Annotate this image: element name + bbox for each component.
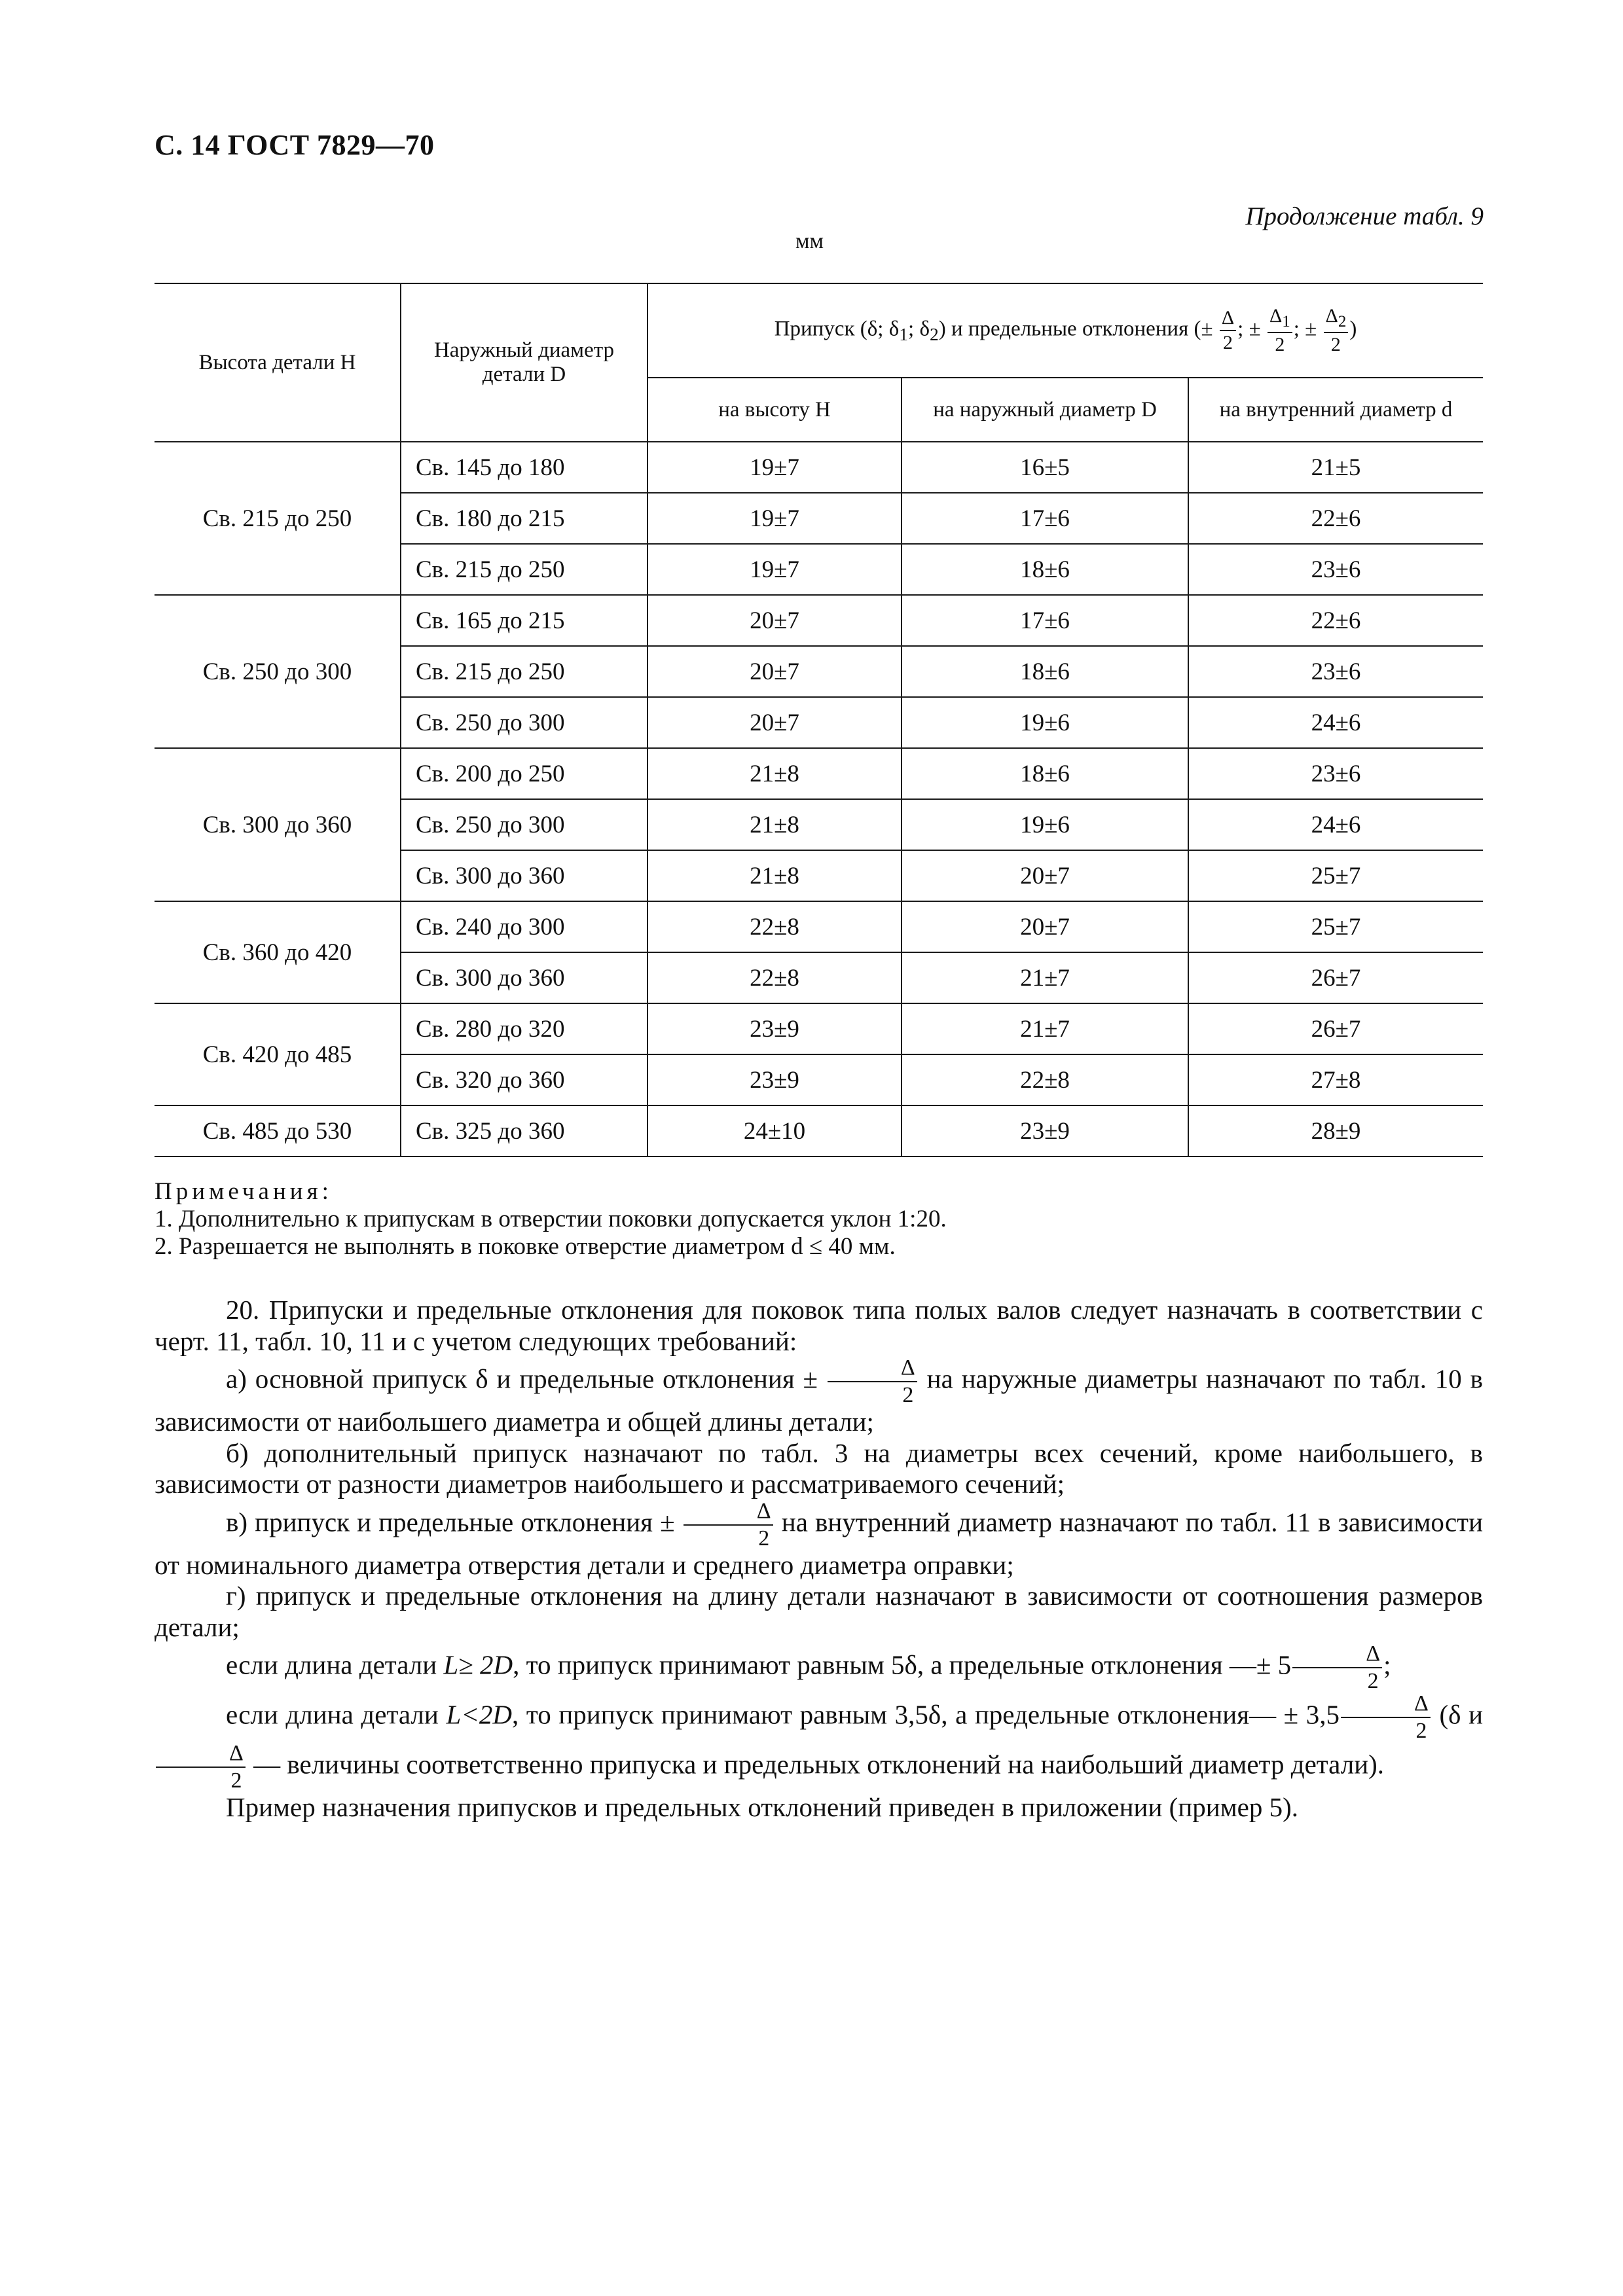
paragraph-length-ge: если длина детали L≥ 2D, то припуск принимают равным 5δ, а предельные отклонения —± 5 $\frac{\Delta}{2}$ ;: [226, 1641, 1391, 1694]
table-row: [155, 595, 1483, 646]
outer-allowance-cell: 20±7: [902, 850, 1188, 901]
notes-title: Примечания:: [155, 1178, 333, 1205]
outer-diameter-range-cell: Св. 250 до 300: [401, 799, 647, 850]
paragraph-v: в) припуск и предельные отклонения ± $\frac{\Delta}{2}$ на внутренний диаметр назначают по табл. 11 в зависимости от номинального диаметра отверстия детали и среднего диаметра оправки;: [155, 1498, 1484, 1580]
height-allowance-cell: 24±10: [647, 1105, 902, 1157]
inner-allowance-cell: 23±6: [1188, 748, 1483, 799]
outer-allowance-cell: 20±7: [902, 901, 1188, 952]
fraction-delta-half: $\frac{\Delta}{2}$: [1292, 1643, 1382, 1693]
outer-diameter-range-cell: Св. 215 до 250: [401, 544, 647, 595]
table-body: [155, 442, 1483, 1157]
paragraph-g: г) припуск и предельные отклонения на длину детали назначают в зависимости от соотношения размеров детали;: [155, 1581, 1483, 1642]
inner-allowance-cell: 24±6: [1188, 799, 1483, 850]
outer-allowance-cell: 21±7: [902, 1003, 1188, 1054]
unit-label: мм: [795, 229, 824, 253]
height-allowance-cell: 19±7: [647, 544, 902, 595]
col-header-allowance-group: Припуск (δ; $\delta_1$; $\delta_2$) и предельные отклонения (± $\frac{\Delta}{2}$ ; ± $\frac{\Delta_1}{2}$ ; ± $\frac{\Delta_2}{2}$ ): [647, 283, 1483, 378]
height-range-cell: Св. 300 до 360: [155, 748, 401, 901]
height-allowance-cell: 21±8: [647, 850, 902, 901]
outer-diameter-range-cell: Св. 280 до 320: [401, 1003, 647, 1054]
inner-allowance-cell: 26±7: [1188, 1003, 1483, 1054]
table-row: [155, 442, 1483, 493]
inner-allowance-cell: 23±6: [1188, 646, 1483, 697]
outer-diameter-range-cell: Св. 250 до 300: [401, 697, 647, 748]
height-allowance-cell: 19±7: [647, 493, 902, 544]
notes-block: [155, 1178, 1483, 1261]
col-header-outer-allowance: на наружный диаметр D: [902, 378, 1188, 442]
height-allowance-cell: 22±8: [647, 952, 902, 1003]
height-allowance-cell: 21±8: [647, 799, 902, 850]
fraction-delta-half: $\frac{\Delta}{2}$: [828, 1357, 917, 1407]
note-item: 1. Дополнительно к припускам в отверстии поковки допускается уклон 1:20.: [155, 1206, 947, 1233]
outer-diameter-range-cell: Св. 320 до 360: [401, 1054, 647, 1105]
fraction-delta-half: $\frac{\Delta}{2}$: [684, 1500, 773, 1550]
outer-allowance-cell: 18±6: [902, 646, 1188, 697]
outer-allowance-cell: 18±6: [902, 748, 1188, 799]
height-allowance-cell: 20±7: [647, 595, 902, 646]
inner-allowance-cell: 22±6: [1188, 493, 1483, 544]
height-allowance-cell: 23±9: [647, 1003, 902, 1054]
height-allowance-cell: 19±7: [647, 442, 902, 493]
outer-allowance-cell: 22±8: [902, 1054, 1188, 1105]
col-header-inner-allowance: на внутренний диаметр d: [1188, 378, 1483, 442]
paragraph-b: б) дополнительный припуск назначают по табл. 3 на диаметры всех сечений, кроме наибольшего, в зависимости от разности диаметров наибольшего и рассматриваемого сечений;: [155, 1437, 1483, 1499]
table-row: [155, 748, 1483, 799]
outer-allowance-cell: 17±6: [902, 493, 1188, 544]
height-range-cell: Св. 360 до 420: [155, 901, 401, 1003]
paragraph-20: 20. Припуски и предельные отклонения для поковок типа полых валов следует назначать в соответствии с черт. 11, табл. 10, 11 и с учетом следующих требований:: [155, 1295, 1483, 1356]
height-allowance-cell: 22±8: [647, 901, 902, 952]
fraction-delta-half: $\frac{\Delta}{2}$: [1341, 1693, 1431, 1742]
outer-allowance-cell: 21±7: [902, 952, 1188, 1003]
inner-allowance-cell: 28±9: [1188, 1105, 1483, 1157]
body-text: [155, 1295, 1483, 1823]
outer-diameter-range-cell: Св. 300 до 360: [401, 952, 647, 1003]
inner-allowance-cell: 25±7: [1188, 850, 1483, 901]
height-range-cell: Св. 420 до 485: [155, 1003, 401, 1105]
outer-allowance-cell: 23±9: [902, 1105, 1188, 1157]
height-allowance-cell: 20±7: [647, 646, 902, 697]
inner-allowance-cell: 25±7: [1188, 901, 1483, 952]
outer-diameter-range-cell: Св. 240 до 300: [401, 901, 647, 952]
outer-allowance-cell: 17±6: [902, 595, 1188, 646]
col-header-height-allowance: на высоту H: [647, 378, 902, 442]
outer-allowance-cell: 16±5: [902, 442, 1188, 493]
inner-allowance-cell: 22±6: [1188, 595, 1483, 646]
inner-allowance-cell: 24±6: [1188, 697, 1483, 748]
col-header-outer-diameter: Наружный диаметр детали D: [401, 283, 647, 442]
outer-diameter-range-cell: Св. 300 до 360: [401, 850, 647, 901]
outer-diameter-range-cell: Св. 325 до 360: [401, 1105, 647, 1157]
paragraph-example: Пример назначения припусков и предельных отклонений приведен в приложении (пример 5).: [226, 1792, 1298, 1823]
height-range-cell: Св. 250 до 300: [155, 595, 401, 748]
page-header: С. 14 ГОСТ 7829—70: [155, 129, 435, 161]
outer-allowance-cell: 18±6: [902, 544, 1188, 595]
inner-allowance-cell: 23±6: [1188, 544, 1483, 595]
note-item: 2. Разрешается не выполнять в поковке отверстие диаметром d ≤ 40 мм.: [155, 1233, 896, 1261]
outer-allowance-cell: 19±6: [902, 799, 1188, 850]
paragraph-a: а) основной припуск δ и предельные отклонения ± $\frac{\Delta}{2}$ на наружные диаметры назначают по табл. 10 в зависимости от наибольшего диаметра и общей длины детали;: [155, 1355, 1483, 1437]
inner-allowance-cell: 26±7: [1188, 952, 1483, 1003]
inner-allowance-cell: 21±5: [1188, 442, 1483, 493]
fraction-delta2-half: $\frac{\Delta_2}{2}$: [1324, 306, 1349, 355]
height-allowance-cell: 20±7: [647, 697, 902, 748]
inner-allowance-cell: 27±8: [1188, 1054, 1483, 1105]
outer-diameter-range-cell: Св. 200 до 250: [401, 748, 647, 799]
height-range-cell: Св. 215 до 250: [155, 442, 401, 595]
col-header-height: Высота детали H: [155, 283, 401, 442]
allowance-table: [155, 283, 1483, 1157]
table-row: [155, 1105, 1483, 1157]
outer-diameter-range-cell: Св. 215 до 250: [401, 646, 647, 697]
height-allowance-cell: 23±9: [647, 1054, 902, 1105]
table-continuation-label: Продолжение табл. 9: [1245, 202, 1484, 230]
table-row: [155, 1003, 1483, 1054]
fraction-delta1-half: $\frac{\Delta_1}{2}$: [1267, 306, 1292, 355]
outer-diameter-range-cell: Св. 145 до 180: [401, 442, 647, 493]
table-row: [155, 901, 1483, 952]
paragraph-length-lt: если длина детали L<2D, то припуск принимают равным 3,5δ, а предельные отклонения— ± 3,5 $\frac{\Delta}{2}$ (δ и $\frac{\Delta}{2}$ — величины соответственно припуска и предельных отклонений на наибольший диаметр детали).: [155, 1693, 1483, 1792]
fraction-delta-half: $\frac{\Delta}{2}$: [1220, 308, 1236, 353]
outer-allowance-cell: 19±6: [902, 697, 1188, 748]
height-range-cell: Св. 485 до 530: [155, 1105, 401, 1157]
outer-diameter-range-cell: Св. 180 до 215: [401, 493, 647, 544]
outer-diameter-range-cell: Св. 165 до 215: [401, 595, 647, 646]
fraction-delta-half: $\frac{\Delta}{2}$: [156, 1742, 246, 1792]
height-allowance-cell: 21±8: [647, 748, 902, 799]
